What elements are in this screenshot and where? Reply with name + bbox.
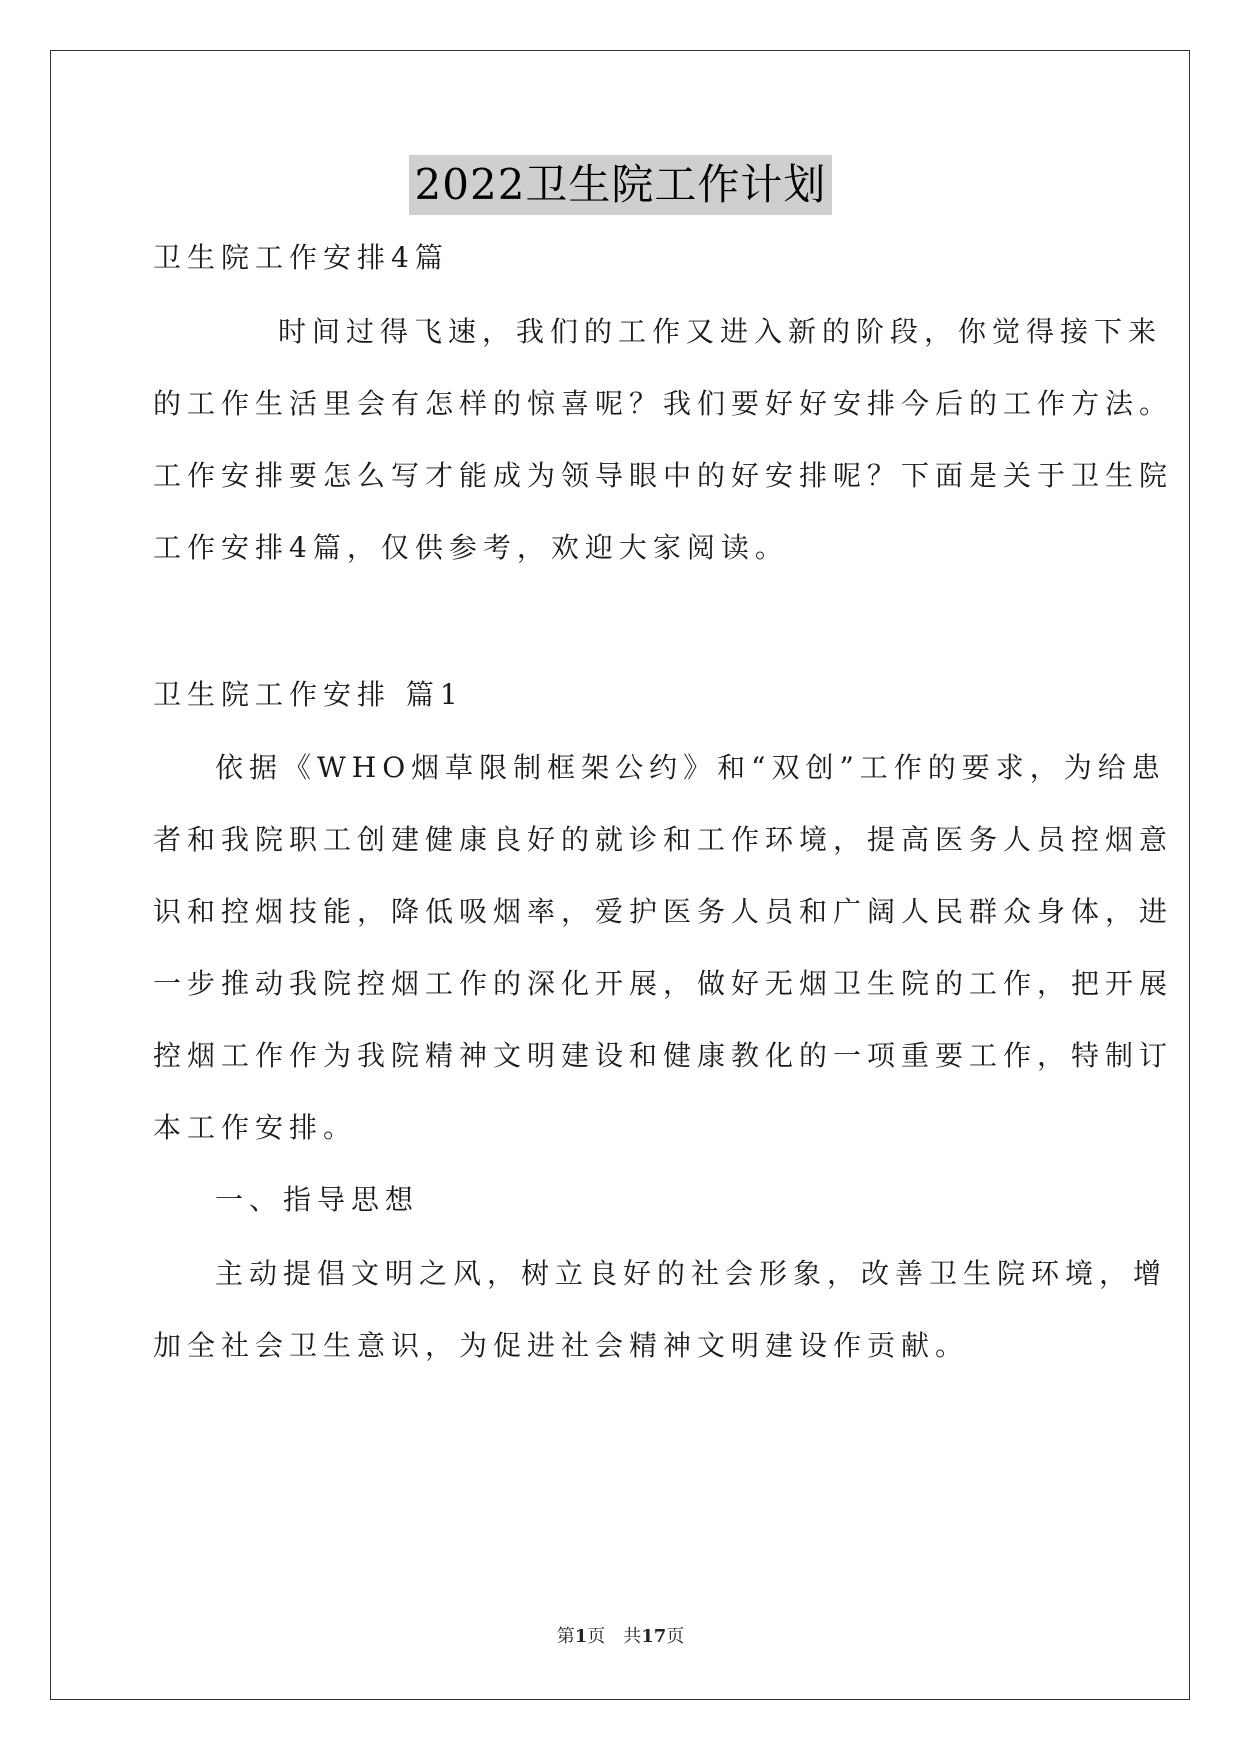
intro-line-1: 时间过得飞速，我们的工作又进入新的阶段，你觉得接下来 bbox=[278, 315, 1163, 348]
page-prefix: 第 bbox=[556, 1626, 575, 1647]
document-title: 2022卫生院工作计划 bbox=[409, 155, 833, 215]
section-line-6: 本工作安排。 bbox=[153, 1111, 358, 1144]
guiding-line-1: 主动提倡文明之风，树立良好的社会形象，改善卫生院环境，增 bbox=[215, 1257, 1168, 1290]
subheading-guiding-thought: 一、指导思想 bbox=[215, 1183, 420, 1216]
page-mid: 页 共 bbox=[587, 1626, 642, 1647]
intro-line-3: 工作安排要怎么写才能成为领导眼中的好安排呢？下面是关于卫生院 bbox=[153, 459, 1174, 492]
section-line-3: 识和控烟技能，降低吸烟率，爱护医务人员和广阔人民群众身体，进 bbox=[153, 895, 1174, 928]
section-line-4: 一步推动我院控烟工作的深化开展，做好无烟卫生院的工作，把开展 bbox=[153, 967, 1174, 1000]
title-container bbox=[0, 155, 1241, 215]
current-page-number: 1 bbox=[574, 1626, 588, 1647]
section-line-1: 依据《WHO烟草限制框架公约》和“双创”工作的要求，为给患 bbox=[215, 751, 1166, 784]
page-suffix: 页 bbox=[666, 1626, 685, 1647]
section-heading: 卫生院工作安排 篇1 bbox=[153, 678, 464, 711]
section-line-5: 控烟工作作为我院精神文明建设和健康教化的一项重要工作，特制订 bbox=[153, 1039, 1174, 1072]
page-border bbox=[50, 50, 1190, 1700]
guiding-line-2: 加全社会卫生意识，为促进社会精神文明建设作贡献。 bbox=[153, 1329, 970, 1362]
total-page-count: 17 bbox=[641, 1626, 667, 1647]
page-footer bbox=[0, 1625, 1241, 1649]
intro-line-4: 工作安排4篇，仅供参考，欢迎大家阅读。 bbox=[153, 531, 789, 564]
document-subtitle: 卫生院工作安排4篇 bbox=[153, 241, 449, 274]
intro-line-2: 的工作生活里会有怎样的惊喜呢？我们要好好安排今后的工作方法。 bbox=[153, 387, 1174, 420]
section-line-2: 者和我院职工创建健康良好的就诊和工作环境，提高医务人员控烟意 bbox=[153, 823, 1174, 856]
